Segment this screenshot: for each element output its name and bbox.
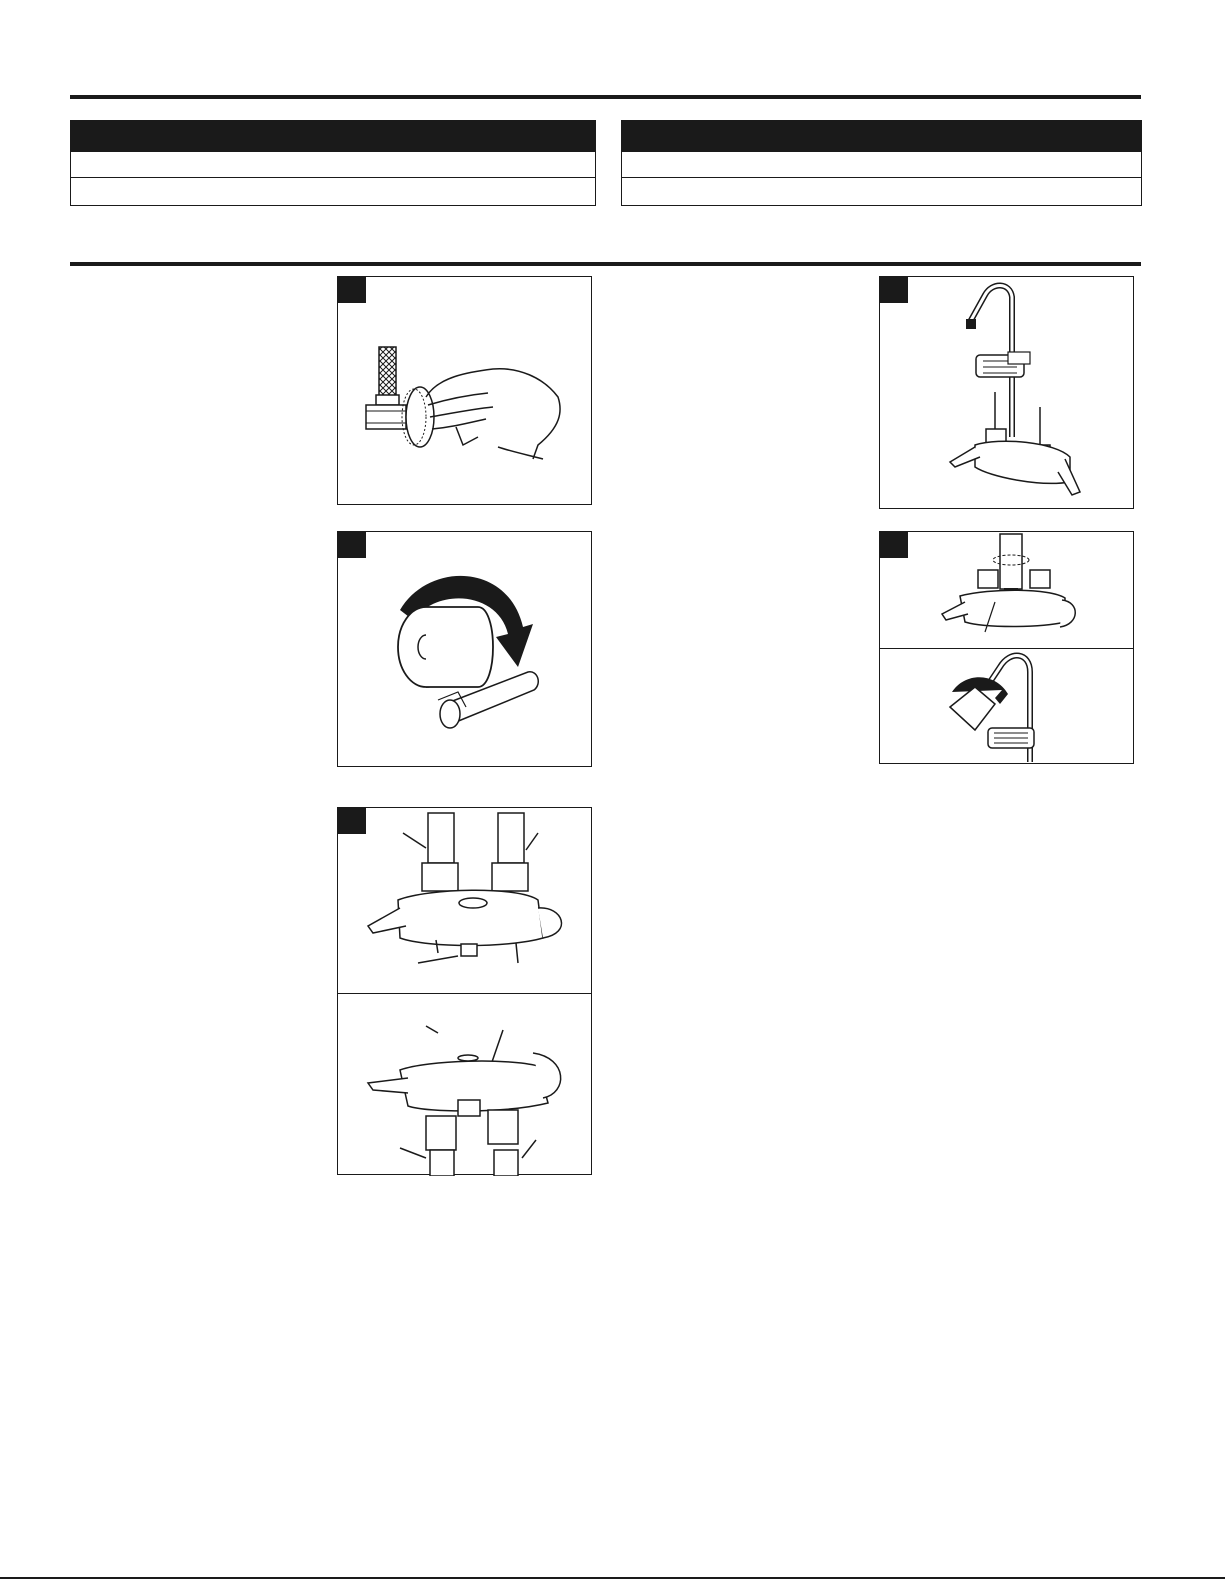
bottom-rule bbox=[0, 1577, 1225, 1579]
right-table-row-2 bbox=[622, 177, 1141, 203]
shower-riser-soap-dish-illustration bbox=[880, 277, 1135, 510]
step-4-panel bbox=[879, 276, 1134, 509]
left-table-header bbox=[71, 121, 595, 151]
step-2-panel bbox=[337, 531, 592, 767]
right-spec-table bbox=[621, 120, 1142, 206]
shutoff-valve-hand-illustration bbox=[338, 277, 593, 506]
step-5-panel bbox=[879, 531, 1134, 764]
right-table-row-1 bbox=[622, 151, 1141, 177]
riser-and-showerhead-illustration bbox=[880, 532, 1135, 765]
valve-body-pipes-illustration bbox=[338, 808, 593, 1176]
left-spec-table bbox=[70, 120, 596, 206]
left-table-row-1 bbox=[71, 151, 595, 177]
right-table-header bbox=[622, 121, 1141, 151]
step-3-panel bbox=[337, 807, 592, 1175]
step-1-panel bbox=[337, 276, 592, 505]
top-rule bbox=[70, 95, 1141, 99]
left-table-row-2 bbox=[71, 177, 595, 203]
plumbers-tape-wrap-illustration bbox=[338, 532, 593, 768]
section-rule bbox=[70, 262, 1141, 266]
